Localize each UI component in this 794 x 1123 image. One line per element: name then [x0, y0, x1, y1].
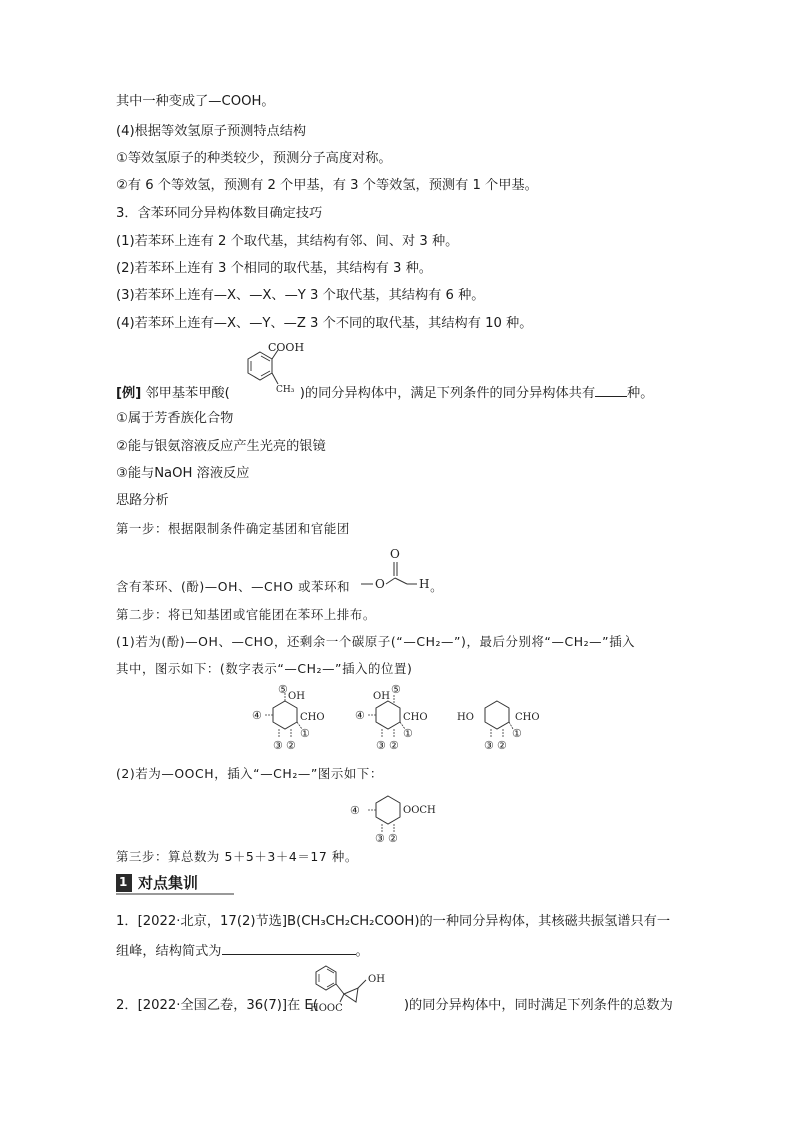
oh-label: OH [373, 691, 390, 702]
position-4: ④ [350, 804, 360, 817]
answer-blank[interactable] [222, 941, 356, 955]
position-4: ④ [252, 709, 262, 722]
oh-label: OH [288, 691, 305, 702]
position-1: ① [512, 727, 522, 740]
formate-h: H [419, 577, 430, 591]
step-1-end: 。 [430, 579, 444, 594]
cho-label: CHO [300, 712, 325, 723]
text-line: (4)若苯环上连有—X、—Y、—Z 3 个不同的取代基，其结构有 10 种。 [116, 316, 533, 331]
step-1-content: 含有苯环、(酚)—OH、—CHO 或苯环和 [116, 579, 351, 594]
position-5: ⑤ [278, 683, 288, 696]
step-2: 第二步：将已知基团或官能团在苯环上排布。 [116, 607, 376, 622]
text-line: (2)若苯环上连有 3 个相同的取代基，其结构有 3 种。 [116, 261, 432, 276]
step-2-p1a: (1)若为(酚)—OH、—CHO，还剩余一个碳原子(“—CH₂—”)，最后分别将“—CH₂—”插入 [116, 634, 636, 649]
question-2-prefix: 2．[2022·全国乙卷，36(7)]在 E( [116, 998, 318, 1013]
example-line [116, 383, 653, 403]
methylbenzoic-acid-structure [232, 338, 322, 398]
position-2: ② [497, 739, 507, 752]
step-2-p2: (2)若为—OOCH，插入“—CH₂—”图示如下： [116, 766, 383, 781]
question-1-line-2 [116, 941, 369, 961]
hooc-label: HOOC [310, 1003, 343, 1014]
condition-3: ③能与NaOH 溶液反应 [116, 466, 250, 481]
text-line: (1)若苯环上连有 2 个取代基，其结构有邻、间、对 3 种。 [116, 234, 459, 249]
example-text-after: )的同分异构体中，满足下列条件的同分异构体共有 [299, 386, 596, 401]
section-title: 对点集训 [138, 874, 199, 892]
condition-1: ①属于芳香族化合物 [116, 411, 234, 426]
section-icon-number: 1 [119, 875, 128, 889]
ooch-label: OOCH [403, 805, 436, 816]
cooh-label: COOH [268, 341, 305, 354]
example-text-end: 种。 [627, 386, 654, 401]
carbonyl-o: O [390, 547, 400, 561]
position-5: ⑤ [391, 683, 401, 696]
ring-diagram-ooch [348, 788, 468, 843]
position-2: ② [286, 739, 296, 752]
cho-label: CHO [515, 712, 540, 723]
compound-e-structure [306, 962, 402, 1018]
example-text-before: 邻甲基苯甲酸( [145, 386, 230, 401]
position-2: ② [388, 832, 398, 845]
position-4: ④ [355, 709, 365, 722]
section-underline [116, 893, 234, 895]
section-heading: 3．含苯环同分异构体数目确定技巧 [116, 206, 323, 221]
ring-diagram-2 [353, 685, 453, 755]
position-3: ③ [273, 739, 283, 752]
ring-diagram-1 [250, 685, 350, 755]
question-2-suffix: )的同分异构体中，同时满足下列条件的总数为 [403, 998, 673, 1013]
question-1-prompt: 组峰，结构简式为 [116, 944, 222, 959]
subheading: (4)根据等效氢原子预测特点结构 [116, 124, 307, 139]
question-1-end: 。 [355, 944, 369, 959]
position-3: ③ [375, 832, 385, 845]
cho-label: CHO [403, 712, 428, 723]
text-line: 其中一种变成了—COOH。 [116, 94, 275, 109]
position-1: ① [300, 727, 310, 740]
position-1: ① [403, 727, 413, 740]
position-3: ③ [484, 739, 494, 752]
oh-label: OH [368, 974, 385, 985]
formate-group-structure [357, 545, 447, 595]
svg-text:O: O [375, 577, 385, 591]
ch3-label: CH₃ [276, 385, 295, 395]
section-header [116, 872, 234, 894]
text-line: ①等效氢原子的种类较少，预测分子高度对称。 [116, 151, 392, 166]
text-line: (3)若苯环上连有—X、—X、—Y 3 个取代基，其结构有 6 种。 [116, 288, 485, 303]
analysis-heading: 思路分析 [116, 493, 169, 508]
position-2: ② [389, 739, 399, 752]
position-3: ③ [376, 739, 386, 752]
condition-2: ②能与银氨溶液反应产生光亮的银镜 [116, 439, 326, 454]
example-label: [例] [116, 386, 142, 401]
ring-diagram-3 [455, 685, 575, 755]
step-2-p1b: 其中，图示如下：(数字表示“—CH₂—”插入的位置) [116, 661, 413, 676]
text-line: ②有 6 个等效氢，预测有 2 个甲基，有 3 个等效氢，预测有 1 个甲基。 [116, 178, 538, 193]
step-3: 第三步：算总数为 5＋5＋3＋4＝17 种。 [116, 849, 358, 864]
section-icon [116, 874, 132, 892]
ho-label: HO [457, 712, 474, 723]
question-1-line-1: 1．[2022·北京，17(2)节选]B(CH₃CH₂CH₂COOH)的一种同分异构体，其核磁共振氢谱只有一 [116, 914, 671, 929]
answer-blank[interactable] [595, 383, 627, 397]
step-1: 第一步：根据限制条件确定基团和官能团 [116, 521, 350, 536]
